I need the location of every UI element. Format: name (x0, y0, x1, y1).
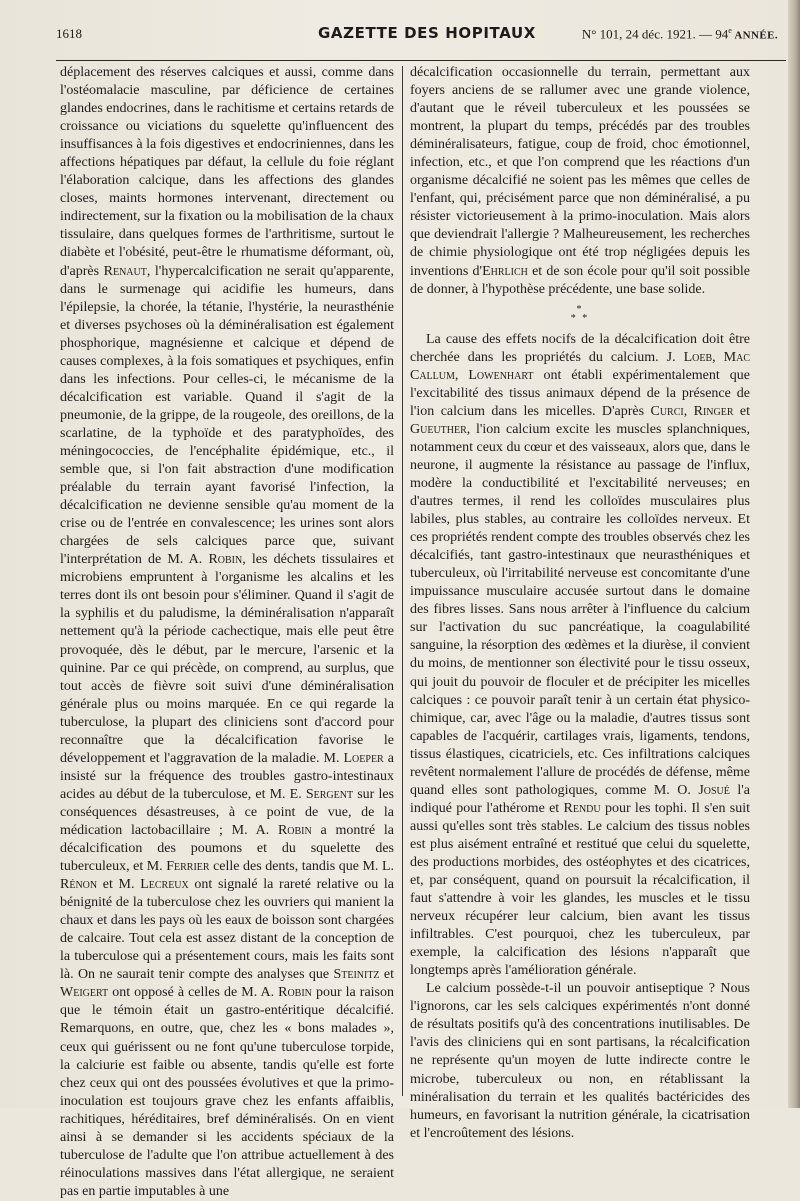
author-name: Robin (277, 822, 312, 838)
author-name: Loeper (343, 750, 384, 766)
right-paragraph-2: La cause des effets nocifs de la décalcification doit être cherchée dans les propriétés du calcium. J. Loeb, Mac Callum, Lowenhart ont établi expérimentalement que l'excitabilité des tissus animaux dépend de la présence de l'ion calcium dans les micelles. D'après Curci, Ringer et Gueuther, l'ion calcium excite les muscles splanchniques, notamment ceux du cœur et des vaisseaux, alors que, dans le neurone, il augmente la résistance au passage de l'influx, modère la conductibilité et l'excitabilité nerveuses; en d'autres termes, il rend les colloïdes musculaires plus labiles, plus stables, au contraire les colloïdes nerveux. Et ces propriétés rendent compte des troubles observés chez les décalcifiés, tant gastro-intestinaux que neurasthéniques et tuberculeux, où l'irritabilité nerveuse est concomitante d'une impuissance musculaire accusée surtout dans le domaine des fibres lisses. Sans nous arrêter à l'influence du calcium sur l'activation du suc pancréatique, la coagulabilité sanguine, la résorption des œdèmes et la diurèse, il convient du moins, de mentionner son électivité pour le tissu osseux, qui jouit du pouvoir de floculer et de précipiter les micelles calciques : ce pouvoir paraît tenir à un certain état physico-chimique, car, avec l'âge ou la maladie, d'autres tissus sont capables de l'acquérir, cartilages vrais, ligaments, tendons, tissus élastiques, cicatriciels, etc. Ces infiltrations calciques revêtent normalement l'allure de procédés de défense, même quand elles sont pathologiques, comme M. O. Josué l'a indiqué pour l'athérome et Rendu pour les tophi. Il s'en suit aussi qu'elles sont très stables. Le calcium des tissus nobles est plus aisément entraîné et restitué que celui du squelette, des productions morbides, des ostéophytes et des cicatrices, et, par conséquent, quand on poursuit la récalcification, il faut s'attendre à voir les glandes, les muscles et le tissu nerveux récupérer leur calcium, bien avant les tissus infiltrables. C'est pourquoi, chez les tuberculeux, par exemple, la calcification des lésions n'apparaît que longtemps après l'amélioration générale. (410, 331, 750, 979)
author-name: Josué (698, 782, 730, 798)
author-name: Sergent (305, 786, 354, 802)
author-name: Ringer (693, 403, 734, 419)
journal-title: GAZETTE DES HOPITAUX (318, 24, 536, 42)
issue-info (582, 26, 778, 42)
author-name: Rénon (60, 877, 98, 893)
author-name: Gueuther (410, 421, 467, 437)
author-name: Renaut (103, 263, 147, 279)
running-header (56, 24, 784, 44)
page-number: 1618 (56, 26, 82, 41)
star-bottom-pair: * * (570, 312, 590, 324)
author-name: Lecreux (140, 877, 189, 893)
author-name: Steinitz (333, 967, 380, 983)
left-column (60, 64, 394, 1201)
section-separator-stars (410, 305, 750, 323)
author-name: Weigert (60, 985, 109, 1001)
author-name: Ehrlich (482, 263, 528, 279)
author-name: Robin (278, 985, 312, 1001)
page-edge-shadow (788, 0, 800, 1108)
author-name: Rendu (563, 800, 601, 816)
issue-number-date: N° 101, 24 déc. 1921. — 94 (581, 26, 729, 42)
author-name: Curci (650, 403, 684, 419)
author-name: Loeb, Mac Callum, Lowenhart (410, 349, 750, 383)
author-name: Robin (208, 552, 243, 568)
right-paragraph-1: décalcification occasionnelle du terrain, permettant aux foyers anciens de se rallumer avec une grande violence, d'autant que le réveil tuberculeux et les poussées se montrent, la plupart du temps, précédés par des troubles déminéralisateurs, fatigue, coup de froid, choc émotionnel, infection, etc., et que l'on comprend que les réactions d'un organisme décalcifié ne soient pas les mêmes que celles de l'enfant, qui, précisément parce que non déminéralisé, a pu résister victorieusement à la primo-inoculation. Mais alors que deviendrait l'allergie ? Malheureusement, les recherches de chimie physiologique ont été trop négligées depuis les inventions d'Ehrlich et de son école pour qu'il soit possible de donner, à l'hypothèse précédente, une base solide. (410, 65, 750, 297)
right-paragraph-3: Le calcium possède-t-il un pouvoir antiseptique ? Nous l'ignorons, car les sels calciques expérimentés n'ont donné de résultats positifs qu'à des concentrations inutilisables. De l'avis des cliniciens qui en sont partisans, la récalcification ne représente qu'un moyen de lutte indirecte contre le microbe, tuberculeux ou non, en rétablissant la minéralisation du terrain et les qualités bactéricides des humeurs, en favorisant la nutrition générale, la cicatrisation et l'encroûtement des lésions. (410, 981, 750, 1141)
issue-ordinal-suffix: e (728, 26, 732, 35)
star-top: * (576, 303, 584, 315)
author-name: Ferrier (166, 859, 210, 875)
issue-year-label: ANNÉE. (731, 29, 778, 42)
right-column (410, 64, 750, 1143)
header-rule (56, 60, 786, 61)
column-separator (402, 66, 403, 1096)
left-paragraph-1: déplacement des réserves calciques et aussi, comme dans l'ostéomalacie masculine, par déficience de certaines glandes endocrines, dans le rachitisme et certains retards de croissance ou viciations du squelette qu'influencent des insuffisances à la fois digestives et endocriniennes, dans les affections hépatiques par défaut, la cellule du foie réglant l'élaboration calcique, dans les affections des glandes closes, maints hormones intervenant, directement ou indirectement, sur la fixation ou la mobilisation de la chaux tissulaire, dans quelques formes de l'arthritisme, surtout le diabète et l'obésité, peut-être le rhumatisme déformant, où, d'après Renaut, l'hypercalcification ne serait qu'apparente, dans le surmenage qui acidifie les humeurs, dans l'épilepsie, la chorée, la tétanie, l'hystérie, la neurasthénie et diverses psychoses où la déminéralisation est également phosphorique, magnésienne et calcique et dépend de causes complexes, à la fois somatiques et psychiques, enfin dans les infections. Pour celles-ci, le mécanisme de la décalcification est variable. Quand il s'agit de la pneumonie, de la grippe, de la rougeole, des oreillons, de la scarlatine, de la typhoïde et des paratyphoïdes, des méningococcies, de l'encéphalite épidémique, etc., il semble que, si l'on fait abstraction d'une modification préalable du terrain ayant favorisé l'infection, la décalcification ne devienne sensible qu'au moment de la crise ou de l'entrée en convalescence; les urines sont alors chargées de sels calciques parce que, suivant l'interprétation de M. A. Robin, les déchets tissulaires et microbiens empruntent à l'organisme les alcalins et les terres dont ils ont besoin pour s'éliminer. Quand il s'agit de la syphilis et du paludisme, la déminéralisation n'apparaît nettement qu'à la période cachectique, mais elle peut être provoquée, dès le début, par le mercure, l'arsenic et la quinine. Par ce qui précède, on comprend, au surplus, que tout accès de fièvre soit suivi d'une déminéralisation générale plus ou moins marquée. En ce qui regarde la tuberculose, la plupart des cliniciens sont d'accord pour reconnaître que la décalcification favorise le développement et l'aggravation de la maladie. M. Loeper a insisté sur la fréquence des troubles gastro-intestinaux acides au début de la tuberculose, et M. E. Sergent sur les conséquences désastreuses, à ce point de vue, de la médication lactobacillaire ; M. A. Robin a montré la décalcification des poumons et du squelette des tuberculeux, et M. Ferrier celle des dents, tandis que M. L. Rénon et M. Lecreux ont signalé la rareté relative ou la bénignité de la tuberculose chez les ouvriers qui manient la chaux et dans les pays où les eaux de boisson sont chargées de calcaire. Tout cela est assez distant de la conception de la tuberculose qui a présentement cours, mais les faits sont là. On ne saurait tenir compte des analyses que Steinitz et Weigert ont opposé à celles de M. A. Robin pour la raison que le témoin était un gastro-entéritique décalcifié. Remarquons, en outre, que, chez les « bons malades », ceux qui guérissent ou ne font qu'une tuberculose torpide, la calciurie est faible ou absente, tandis qu'elle est forte chez ceux qui ont des poussées évolutives et que la primo-inoculation est toujours grave chez les enfants affaiblis, rachitiques, héréditaires, bref déminéralisés. On en vient ainsi à se demander si les accidents spéciaux de la tuberculose de l'adulte que l'on attribue actuellement à des réinoculations massives dans l'état allergique, ne seraient pas en partie imputables à une (60, 65, 395, 1199)
